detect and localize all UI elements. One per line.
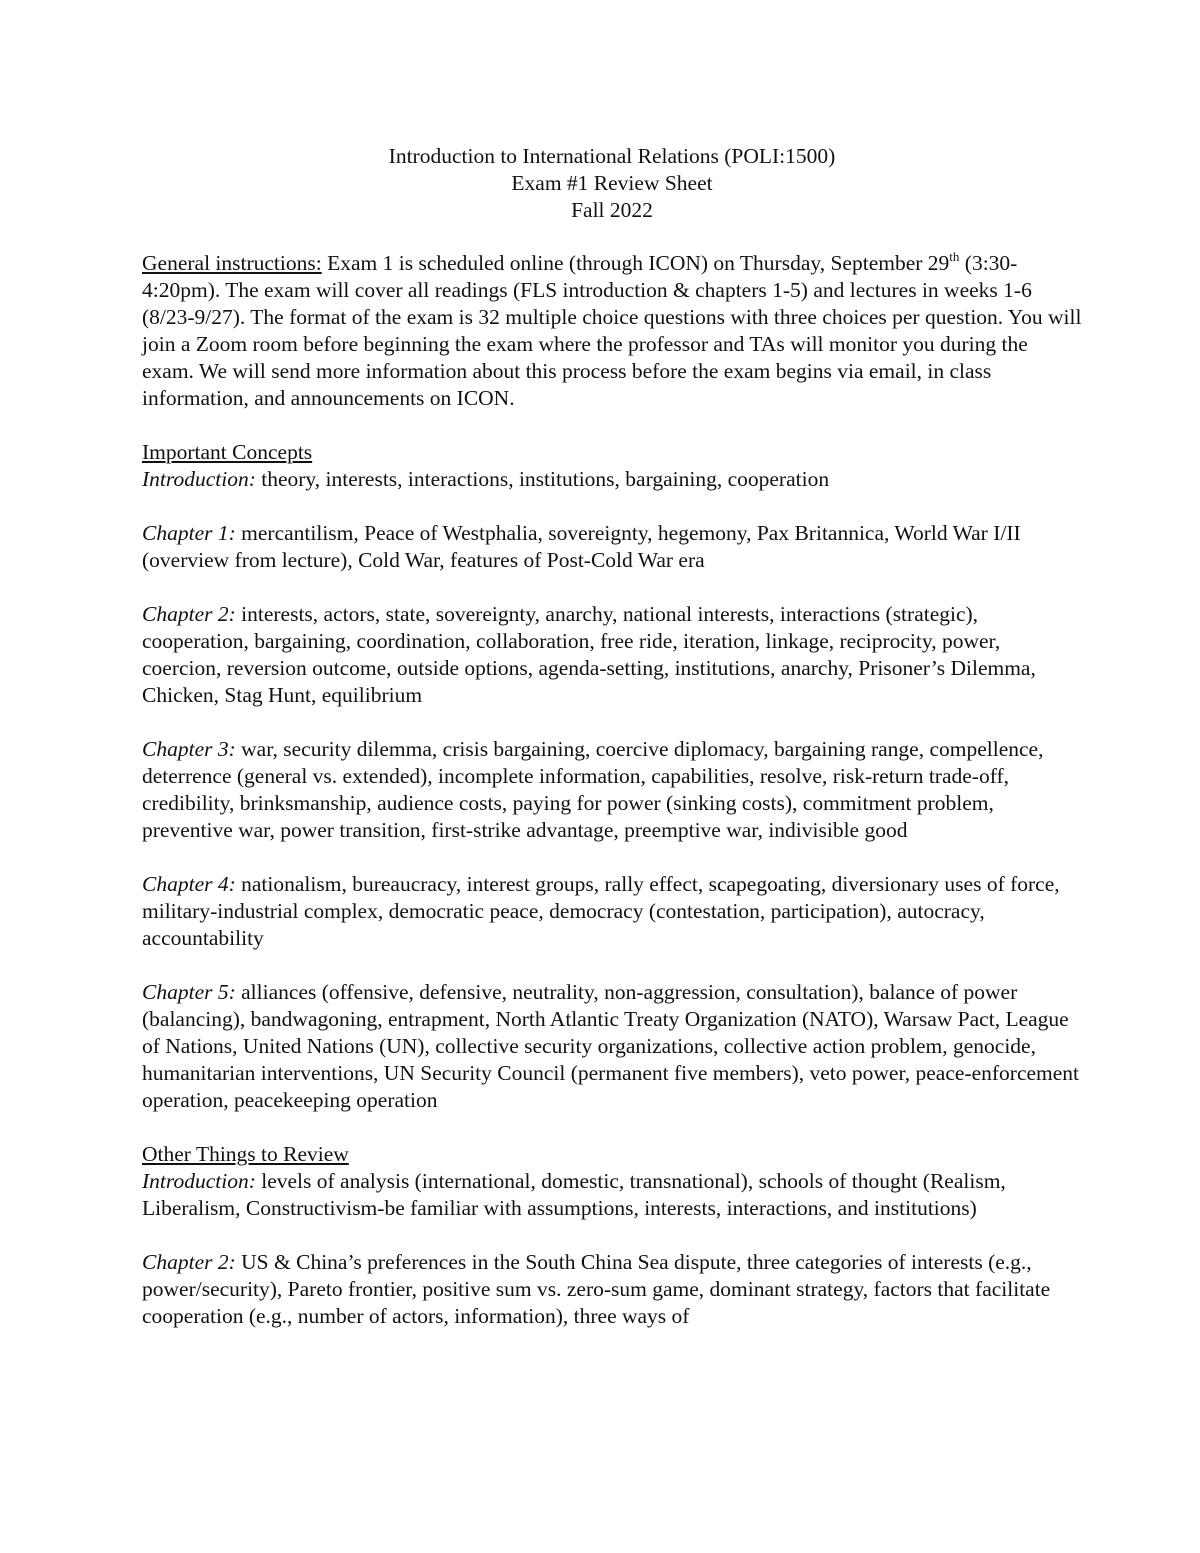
date-ordinal-suffix: th [949,249,960,264]
general-instructions-label: General instructions: [142,251,322,275]
general-instructions-text-a: Exam 1 is scheduled online (through ICON) on Thursday, September 29 [321,251,950,275]
important-chapter-5-text: alliances (offensive, defensive, neutrality, non-aggression, consultation), balance of power (balancing), bandwagoning, entrapment, North Atlantic Treaty Organization (NATO), Warsaw Pact, League of Nations, United Nations (UN), collective security organizations, collective action problem, genocide, humanitarian interventions, UN Security Council (permanent five members), veto power, peace-enforcement operation, peacekeeping operation [142,980,1080,1112]
important-chapter-2-label: Chapter 2: [142,602,236,626]
important-chapter-4-label: Chapter 4: [142,872,236,896]
important-chapter-3-label: Chapter 3: [142,737,236,761]
important-chapter-4-paragraph [142,871,1082,952]
other-intro-paragraph [142,1168,1082,1222]
term-label: Fall 2022 [571,198,653,222]
important-concepts-section [142,439,1082,1114]
other-things-section [142,1141,1082,1330]
document-header [142,143,1082,224]
other-chapter-2-text: US & China’s preferences in the South China Sea dispute, three categories of interests (e.g., power/security), Pareto frontier, positive sum vs. zero-sum game, dominant strategy, factors that facilitate cooperation (e.g., number of actors, information), three ways of [142,1250,1051,1328]
important-chapter-1-paragraph [142,520,1082,574]
important-intro-text: theory, interests, interactions, institutions, bargaining, cooperation [255,467,830,491]
important-chapter-5-label: Chapter 5: [142,980,236,1004]
other-things-heading: Other Things to Review [142,1142,349,1166]
general-instructions-text-b: (3:30-4:20pm). The exam will cover all readings (FLS introduction & chapters 1-5) and lectures in weeks 1-6 (8/23-9/27). The format of the exam is 32 multiple choice questions with three choices per question. You will join a Zoom room before beginning the exam where the professor and TAs will monitor you during the exam. We will send more information about this process before the exam begins via email, in class information, and announcements on ICON. [142,251,1082,410]
important-intro-paragraph [142,466,1082,493]
other-chapter-2-label: Chapter 2: [142,1250,236,1274]
important-concepts-heading: Important Concepts [142,440,313,464]
general-instructions-paragraph [142,250,1082,412]
course-title: Introduction to International Relations (POLI:1500) [388,144,836,168]
important-chapter-2-text: interests, actors, state, sovereignty, anarchy, national interests, interactions (strategic), cooperation, bargaining, coordination, collaboration, free ride, iteration, linkage, reciprocity, power, coercion, reversion outcome, outside options, agenda-setting, institutions, anarchy, Prisoner’s Dilemma, Chicken, Stag Hunt, equilibrium [142,602,1036,707]
important-chapter-2-paragraph [142,601,1082,709]
exam-title: Exam #1 Review Sheet [511,171,713,195]
important-chapter-4-text: nationalism, bureaucracy, interest groups, rally effect, scapegoating, diversionary uses of force, military-industrial complex, democratic peace, democracy (contestation, participation), autocracy, accountability [142,872,1060,950]
other-chapter-2-paragraph [142,1249,1082,1330]
other-intro-label: Introduction: [142,1169,256,1193]
important-chapter-3-paragraph [142,736,1082,844]
important-chapter-3-text: war, security dilemma, crisis bargaining, coercive diplomacy, bargaining range, compellence, deterrence (general vs. extended), incomplete information, capabilities, resolve, risk-return trade-off, credibility, brinksmanship, audience costs, paying for power (sinking costs), commitment problem, preventive war, power transition, first-strike advantage, preemptive war, indivisible good [142,737,1044,842]
important-chapter-1-label: Chapter 1: [142,521,236,545]
document-page [142,143,1082,1357]
important-chapter-5-paragraph [142,979,1082,1114]
important-chapter-1-text: mercantilism, Peace of Westphalia, sovereignty, hegemony, Pax Britannica, World War I/II (overview from lecture), Cold War, features of Post-Cold War era [142,521,1021,572]
important-intro-label: Introduction: [142,467,256,491]
other-intro-text: levels of analysis (international, domestic, transnational), schools of thought (Realism, Liberalism, Constructivism-be familiar with assumptions, interests, interactions, and institutions) [142,1169,1006,1220]
